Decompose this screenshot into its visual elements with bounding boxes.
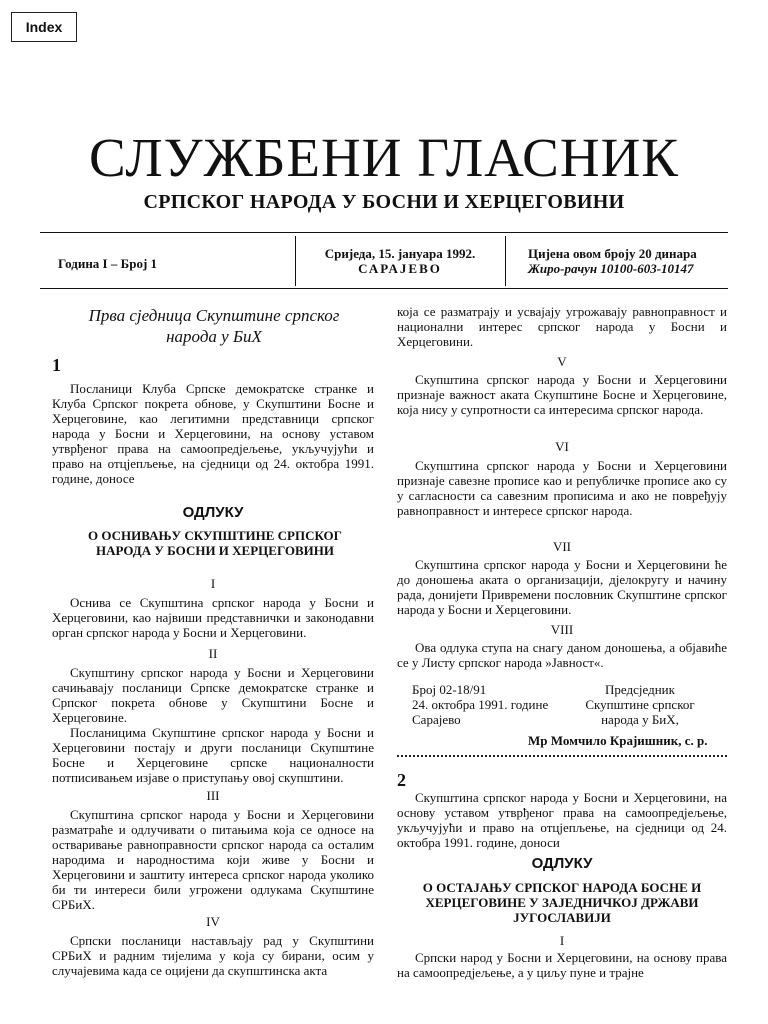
article-7 bbox=[397, 557, 727, 617]
session-line-2: народа у БиХ bbox=[166, 327, 262, 346]
article-number-3: III bbox=[206, 788, 220, 803]
giro-account: Жиро-рачун 10100-603-10147 bbox=[528, 261, 694, 276]
intro-text: Посланици Клуба Српске демократске странке и Клуба Српског покрета обнове, у Скупштини Босне и Херцеговине, као легитимни представници српског народа у Босни и Херцеговини, на основу уставом утврђеног права на самоопредјељење, укључујући и право на отцјепљење, на сједници од 24. октобра 1991. године, доносе bbox=[52, 381, 374, 486]
article-5 bbox=[397, 372, 727, 417]
article-1 bbox=[52, 595, 374, 640]
article-3-text: Скупштина српског народа у Босни и Херцеговини разматраће и одлучивати о питањима која се односе на остваривање равноправности српског народа са осталим народима и народностима који живе у Босни и Херцеговини и заштиту интереса српског народа уколико би ти интереси били угрожени одлукама Скупштине СРБиХ. bbox=[52, 807, 374, 912]
reference-number: Број 02-18/91 bbox=[412, 682, 487, 697]
article-1-text: Оснива се Скупштина српског народа у Босни и Херцеговини, као највиши представнички и законодавни орган српског народа у Босни и Херцеговини. bbox=[52, 595, 374, 640]
article-8-text: Ова одлука ступа на снагу даном доношења, а објавиће се у Листу српског народа »Јавност«. bbox=[397, 640, 727, 670]
reference-block bbox=[412, 682, 582, 727]
article-number-7: VII bbox=[552, 539, 572, 554]
section-separator bbox=[397, 755, 727, 757]
article-9 bbox=[397, 950, 727, 980]
article-number-4: IV bbox=[206, 914, 220, 929]
intro-paragraph bbox=[52, 381, 374, 486]
article-number-2: II bbox=[208, 646, 218, 661]
article-number-5: V bbox=[557, 354, 567, 369]
article-4 bbox=[52, 933, 374, 978]
issue-city: САРАЈЕВО bbox=[358, 261, 442, 276]
reference-date: 24. октобра 1991. године bbox=[412, 697, 549, 712]
signature-block bbox=[570, 682, 710, 727]
article-6 bbox=[397, 458, 727, 518]
article-4-text: Српски посланици настављају рад у Скупштини СРБиХ и радним тијелима у која су бирани, осим у случајевима када се оцијени да скупштинска акта bbox=[52, 933, 374, 978]
decision-title-2: О ОСТАЈАЊУ СРПСКОГ НАРОДА БОСНЕ И ХЕРЦЕГОВИНЕ У ЗАЈЕДНИЧКОЈ ДРЖАВИ ЈУГОСЛАВИЈИ bbox=[422, 880, 702, 925]
masthead-title: СЛУЖБЕНИ ГЛАСНИК bbox=[89, 127, 679, 188]
article-9-text: Српски народ у Босни и Херцеговини, на основу права на самоопредјељење, а у циљу пуне и трајне bbox=[397, 950, 727, 980]
president-name: Мр Момчило Крајишник, с. р. bbox=[528, 733, 708, 748]
decision-heading-2: ОДЛУКУ bbox=[531, 855, 593, 872]
article-2b-text: Посланицима Скупштине српског народа у Босни и Херцеговини постају и други посланици Скупштине Босне и Херцеговине српске националности потписивањем изјаве о приступању овој скупштини. bbox=[52, 725, 374, 785]
article-7-text: Скупштина српског народа у Босни и Херцеговини ће до доношења аката о организацији, дјелокругу и начину рада, донијети Привремени пословник Скупштине српског народа у Босни и Херцеговини. bbox=[397, 557, 727, 617]
item-number-1: 1 bbox=[52, 355, 61, 375]
article-number-6: VI bbox=[555, 439, 569, 454]
intro-2-text: Скупштина српског народа у Босни и Херцеговини, на основу уставом утврђеног права на самоопредјељење, укључујући и право на отцјепљење, на сједници од 24. октобра 1991. године, доноси bbox=[397, 790, 727, 850]
session-line-1: Прва сједница Скупштине српског bbox=[88, 306, 340, 325]
session-heading bbox=[55, 305, 373, 347]
decision-title: О ОСНИВАЊУ СКУПШТИНЕ СРПСКОГ НАРОДА У БОСНИ И ХЕРЦЕГОВИНИ bbox=[88, 528, 342, 558]
president-org-2: народа у БиХ, bbox=[601, 712, 679, 727]
article-number-8: VIII bbox=[550, 622, 574, 637]
article-8 bbox=[397, 640, 727, 670]
header-divider-1 bbox=[295, 236, 296, 286]
masthead-subtitle: СРПСКОГ НАРОДА У БОСНИ И ХЕРЦЕГОВИНИ bbox=[143, 191, 625, 213]
index-button[interactable]: Index bbox=[11, 12, 77, 42]
article-5-text: Скупштина српског народа у Босни и Херцеговини признаје важност аката Скупштине Босне и Херцеговине, која нису у супротности са интересима српског народа. bbox=[397, 372, 727, 417]
article-4-continued: која се разматрају и усвајају угрожавају равноправност и национални интерес српског народа у Босни и Херцеговини. bbox=[397, 304, 727, 349]
intro-paragraph-2 bbox=[397, 790, 727, 850]
header-top-rule bbox=[40, 232, 728, 233]
president-title: Предсједник bbox=[605, 682, 675, 697]
article-3 bbox=[52, 807, 374, 912]
decision-heading: ОДЛУКУ bbox=[182, 504, 244, 521]
year-issue: Година I – Број 1 bbox=[58, 256, 158, 271]
article-number-1: I bbox=[210, 576, 216, 591]
reference-city: Сарајево bbox=[412, 712, 461, 727]
item-number-2: 2 bbox=[397, 770, 406, 790]
issue-date: Сриједа, 15. јануара 1992. bbox=[324, 246, 476, 261]
issue-price: Цијена овом броју 20 динара bbox=[528, 246, 697, 261]
article-2 bbox=[52, 665, 374, 785]
article-2a-text: Скупштину српског народа у Босни и Херцеговини сачињавају посланици Српске демократске странке и Српског покрета обнове у Скупштини Босне и Херцеговине. bbox=[52, 665, 374, 725]
header-bottom-rule bbox=[40, 288, 728, 289]
article-number-9: I bbox=[559, 933, 565, 948]
president-org-1: Скупштине српског bbox=[585, 697, 695, 712]
header-divider-2 bbox=[505, 236, 506, 286]
article-6-text: Скупштина српског народа у Босни и Херцеговини признаје савезне прописе као и републичке прописе ако су у сагласности са савезним прописима и ако не повређују равноправност и интересе српског народа. bbox=[397, 458, 727, 518]
